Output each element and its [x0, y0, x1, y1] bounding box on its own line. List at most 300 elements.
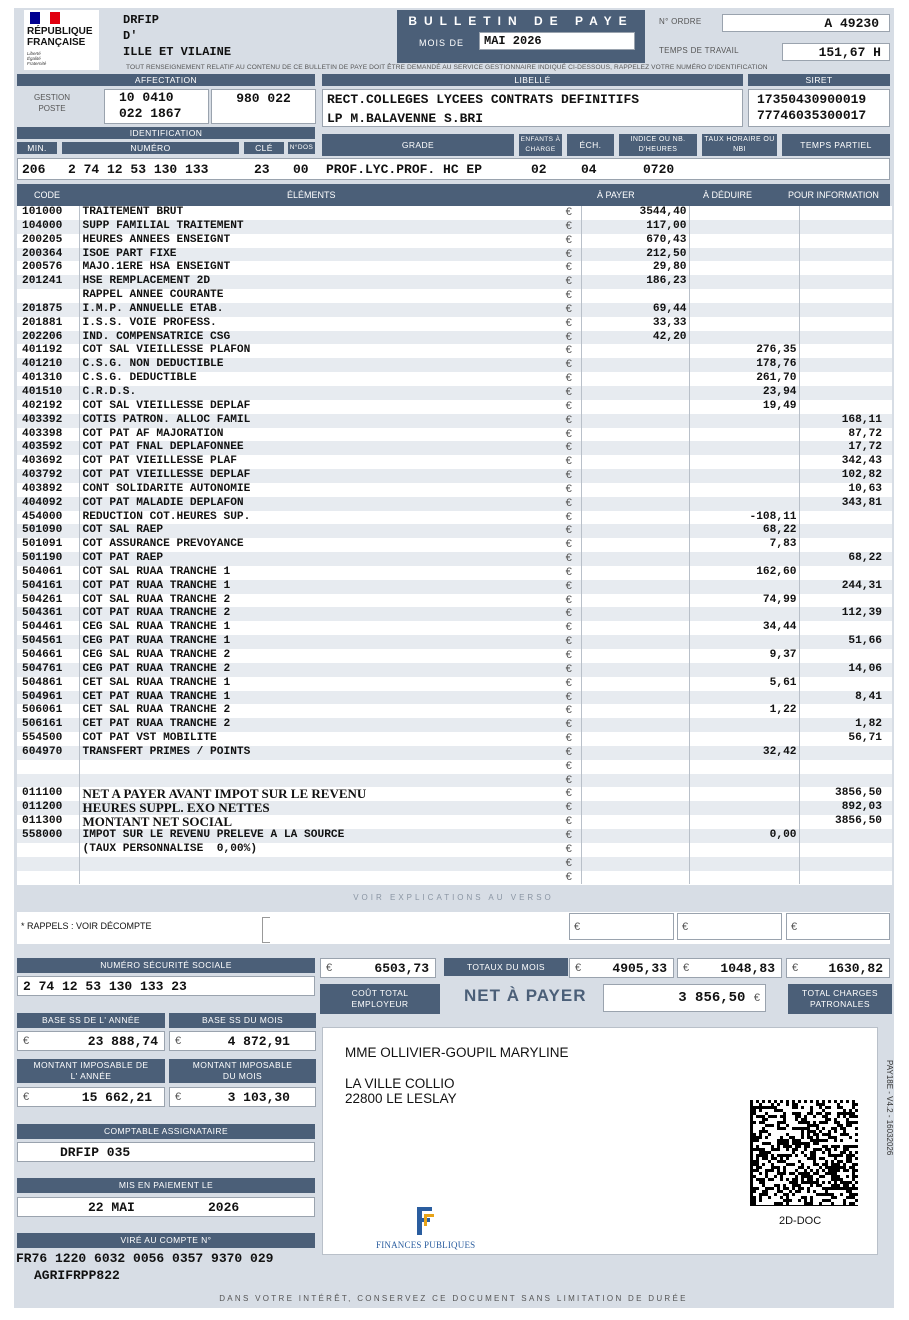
line-label: [79, 857, 557, 871]
line-info: 112,39: [841, 607, 882, 620]
euro-sign: €: [175, 1091, 182, 1103]
line-label: HEURES SUPPL. EXO NETTES: [82, 800, 270, 816]
table-row: [17, 718, 892, 732]
net-a-payer-amount: 3 856,50: [678, 990, 746, 1006]
line-code: 401310: [17, 372, 79, 386]
table-row: [17, 580, 892, 594]
line-a-payer: [581, 732, 689, 746]
address-line2: 22800 LE LESLAY: [345, 1091, 457, 1106]
line-label: HEURES ANNEES ENSEIGNT: [82, 233, 231, 246]
euro-sign: €: [557, 677, 581, 691]
line-a-deduire: [689, 455, 799, 469]
euro-sign: €: [557, 857, 581, 871]
euro-sign: €: [557, 774, 581, 788]
line-a-payer: 670,43: [581, 234, 689, 248]
line-a-payer: [581, 704, 689, 718]
line-a-payer: [581, 469, 689, 483]
euro-sign: €: [557, 871, 581, 885]
line-label: (TAUX PERSONNALISE 0,00%): [82, 842, 258, 855]
line-a-deduire: 0,00: [689, 829, 799, 843]
line-code: 558000: [17, 829, 79, 843]
line-info: 17,72: [848, 441, 882, 454]
org-name: [123, 12, 231, 60]
line-a-deduire: [689, 801, 799, 815]
siret-value: [748, 89, 890, 127]
table-row: [17, 428, 892, 442]
base-ss-mois-label: BASE SS DU MOIS: [169, 1013, 316, 1028]
table-row: [17, 663, 892, 677]
line-a-deduire: 261,70: [689, 372, 799, 386]
line-a-payer: [581, 746, 689, 760]
table-row: [17, 801, 892, 815]
cout-total-label: COÛT TOTAL EMPLOYEUR: [320, 984, 440, 1014]
rappels-note: * RAPPELS : VOIR DÉCOMPTE: [21, 921, 152, 931]
line-a-deduire: 7,83: [689, 538, 799, 552]
line-label: CEG SAL RUAA TRANCHE 2: [82, 649, 231, 661]
euro-sign: €: [557, 552, 581, 566]
euro-sign: €: [557, 317, 581, 331]
line-label: REDUCTION COT.HEURES SUP.: [82, 510, 251, 523]
lines-area: [17, 206, 892, 885]
line-label: CET SAL RUAA TRANCHE 2: [82, 704, 231, 717]
cle-value: 23: [254, 162, 270, 177]
line-a-payer: 42,20: [581, 331, 689, 345]
line-a-payer: [581, 787, 689, 801]
line-a-payer: [581, 344, 689, 358]
line-code: 201241: [17, 275, 79, 289]
line-label: COT SAL VIEILLESSE PLAFON: [82, 344, 251, 357]
line-code: 403392: [17, 414, 79, 428]
line-a-deduire: [689, 718, 799, 732]
line-info: [799, 275, 892, 289]
euro-sign: €: [557, 718, 581, 732]
euro-sign: €: [557, 206, 581, 220]
ech-label: ÉCH.: [567, 134, 614, 156]
line-code: [17, 774, 79, 788]
line-a-deduire: 5,61: [689, 677, 799, 691]
org-line1: DRFIP: [123, 13, 160, 27]
line-a-payer: [581, 552, 689, 566]
line-info: [799, 843, 892, 857]
table-row: [17, 248, 892, 262]
line-a-payer: [581, 718, 689, 732]
indice-label: INDICE OU NB. D'HEURES: [619, 134, 697, 156]
euro-sign: €: [557, 815, 581, 829]
table-row: [17, 275, 892, 289]
euro-sign: €: [557, 566, 581, 580]
imposable-annee-amount: 15 662,21: [81, 1090, 152, 1105]
euro-sign: €: [683, 962, 690, 974]
line-info: 342,43: [841, 455, 882, 468]
line-label: ISOE PART FIXE: [82, 247, 177, 260]
finances-publiques-logo-icon: [410, 1204, 440, 1238]
line-info: 10,63: [848, 482, 882, 495]
nss-label: NUMÉRO SÉCURITÉ SOCIALE: [17, 958, 315, 973]
total-payer: [569, 958, 674, 978]
temps-partiel-label: TEMPS PARTIEL: [782, 134, 890, 156]
line-code: [17, 289, 79, 303]
line-a-deduire: [689, 552, 799, 566]
euro-sign: €: [557, 746, 581, 760]
cout-total-amount: 6503,73: [374, 961, 429, 976]
line-a-payer: 29,80: [581, 261, 689, 275]
table-row: [17, 303, 892, 317]
line-label: COT PAT VST MOBILITE: [82, 732, 217, 745]
cout-total-value: [320, 958, 436, 978]
table-row: [17, 732, 892, 746]
euro-sign: €: [791, 921, 798, 933]
line-a-deduire: [689, 607, 799, 621]
line-info: [799, 317, 892, 331]
col-a-payer: À PAYER: [597, 190, 635, 200]
line-a-deduire: [689, 317, 799, 331]
line-label: [79, 871, 557, 885]
base-ss-mois-value: [169, 1031, 316, 1051]
line-a-deduire: 276,35: [689, 344, 799, 358]
line-label: COTIS PATRON. ALLOC FAMIL: [82, 413, 251, 426]
line-a-payer: [581, 871, 689, 885]
table-row: [17, 635, 892, 649]
line-a-payer: [581, 372, 689, 386]
line-code: 504261: [17, 594, 79, 608]
table-row: [17, 400, 892, 414]
line-a-payer: [581, 843, 689, 857]
line-label: [79, 774, 557, 788]
line-a-payer: [581, 483, 689, 497]
euro-sign: €: [557, 663, 581, 677]
line-code: 506161: [17, 718, 79, 732]
affectation-code: 980 022: [211, 89, 316, 124]
line-a-deduire: [689, 303, 799, 317]
affectation-label: AFFECTATION: [17, 74, 315, 86]
libelle-value: [322, 89, 743, 127]
republique-line1: RÉPUBLIQUE: [27, 26, 93, 37]
euro-sign: €: [557, 261, 581, 275]
line-info: [799, 248, 892, 262]
table-row: [17, 857, 892, 871]
table-row: [17, 289, 892, 303]
net-a-payer-label: NET À PAYER: [464, 986, 587, 1005]
line-a-payer: 33,33: [581, 317, 689, 331]
line-code: 200205: [17, 234, 79, 248]
euro-sign: €: [574, 921, 581, 933]
line-info: [799, 289, 892, 303]
line-code: 501091: [17, 538, 79, 552]
line-label: COT SAL RUAA TRANCHE 1: [82, 565, 231, 578]
table-row: [17, 206, 892, 220]
euro-sign: €: [557, 248, 581, 262]
line-code: 201875: [17, 303, 79, 317]
line-info: 51,66: [848, 635, 882, 648]
line-a-deduire: [689, 414, 799, 428]
poste-value: 022 1867: [119, 106, 182, 121]
line-code: 403692: [17, 455, 79, 469]
line-a-deduire: [689, 691, 799, 705]
line-a-deduire: [689, 871, 799, 885]
line-label: TRAITEMENT BRUT: [82, 206, 184, 218]
line-a-payer: [581, 621, 689, 635]
table-row: [17, 829, 892, 843]
euro-sign: €: [557, 829, 581, 843]
line-a-payer: [581, 801, 689, 815]
line-a-deduire: 19,49: [689, 400, 799, 414]
line-a-deduire: [689, 857, 799, 871]
grade-value: PROF.LYC.PROF. HC EP: [326, 162, 483, 177]
euro-sign: €: [557, 400, 581, 414]
doc2d-label: 2D-DOC: [779, 1215, 822, 1227]
bulletin-title: BULLETIN DE PAYE: [408, 14, 634, 28]
line-code: [17, 871, 79, 885]
line-a-deduire: 178,76: [689, 358, 799, 372]
euro-sign: €: [557, 843, 581, 857]
line-a-deduire: [689, 483, 799, 497]
line-info: [799, 871, 892, 885]
line-a-deduire: 1,22: [689, 704, 799, 718]
line-info: [799, 331, 892, 345]
bulletin-title-box: [397, 10, 645, 63]
line-label: COT PAT VIEILLESSE DEPLAF: [82, 469, 251, 482]
line-a-deduire: [689, 441, 799, 455]
line-info: 87,72: [848, 427, 882, 440]
identification-label: IDENTIFICATION: [17, 127, 315, 139]
mois-de-value: MAI 2026: [479, 32, 635, 50]
imposable-mois-value: [169, 1087, 316, 1107]
line-label: [79, 760, 557, 774]
line-label: COT PAT RUAA TRANCHE 2: [82, 607, 231, 620]
euro-sign: €: [557, 289, 581, 303]
line-label: I.M.P. ANNUELLE ETAB.: [82, 302, 224, 315]
line-a-deduire: [689, 206, 799, 220]
gestion-value: 10 0410: [119, 90, 174, 105]
euro-sign: €: [557, 331, 581, 345]
euro-sign: €: [557, 414, 581, 428]
line-a-payer: [581, 386, 689, 400]
line-label: COT SAL RAEP: [82, 524, 164, 537]
imposable-mois-amount: 3 103,30: [227, 1090, 290, 1105]
line-label: CET SAL RUAA TRANCHE 1: [82, 676, 231, 689]
columns-header: [17, 184, 890, 206]
euro-sign: €: [792, 962, 799, 974]
line-a-payer: [581, 594, 689, 608]
euro-sign: €: [557, 607, 581, 621]
gestion-poste-values: [104, 89, 209, 124]
cle-label: CLÉ: [244, 142, 284, 154]
line-label: COT PAT RUAA TRANCHE 1: [82, 579, 231, 592]
euro-sign: €: [557, 524, 581, 538]
line-code: [17, 857, 79, 871]
euro-sign: €: [557, 441, 581, 455]
line-info: [799, 746, 892, 760]
line-info: 3856,50: [835, 787, 882, 800]
line-info: 8,41: [855, 690, 882, 703]
line-info: [799, 649, 892, 663]
total-deduire: [677, 958, 782, 978]
table-row: [17, 372, 892, 386]
line-code: 401510: [17, 386, 79, 400]
min-value: 206: [22, 162, 46, 177]
line-code: [17, 760, 79, 774]
line-code: 201881: [17, 317, 79, 331]
lines-table: [17, 206, 892, 884]
line-a-payer: [581, 289, 689, 303]
table-row: [17, 746, 892, 760]
table-row: [17, 234, 892, 248]
line-label: RAPPEL ANNEE COURANTE: [82, 289, 224, 302]
line-code: 454000: [17, 511, 79, 525]
line-a-payer: 69,44: [581, 303, 689, 317]
paiement-value: [17, 1197, 315, 1217]
table-row: [17, 497, 892, 511]
line-a-deduire: [689, 331, 799, 345]
net-a-payer-value: [603, 984, 766, 1012]
line-a-payer: [581, 663, 689, 677]
line-a-payer: 212,50: [581, 248, 689, 262]
line-a-payer: [581, 760, 689, 774]
line-code: 011200: [17, 801, 79, 815]
rappels-info: [786, 913, 890, 940]
line-code: 501190: [17, 552, 79, 566]
line-code: 504761: [17, 663, 79, 677]
indice-value: 0720: [643, 162, 675, 177]
line-a-deduire: [689, 732, 799, 746]
temps-travail-label: TEMPS DE TRAVAIL: [659, 46, 739, 55]
line-a-deduire: [689, 843, 799, 857]
line-a-payer: [581, 400, 689, 414]
iban: FR76 1220 6032 0056 0357 9370 029: [16, 1251, 274, 1266]
table-row: [17, 344, 892, 358]
table-row: [17, 358, 892, 372]
line-label: I.S.S. VOIE PROFESS.: [82, 316, 217, 329]
table-row: [17, 566, 892, 580]
line-info: [799, 386, 892, 400]
temps-travail-value: 151,67 H: [782, 43, 890, 61]
total-payer-amount: 4905,33: [612, 961, 667, 976]
table-row: [17, 538, 892, 552]
line-a-deduire: 74,99: [689, 594, 799, 608]
line-a-deduire: [689, 815, 799, 829]
libelle-label: LIBELLÉ: [322, 74, 743, 86]
line-info: 892,03: [841, 801, 882, 814]
imposable-mois-label: MONTANT IMPOSABLE DU MOIS: [169, 1059, 316, 1083]
min-label: MIN.: [17, 142, 57, 154]
euro-sign: €: [575, 962, 582, 974]
line-label: C.R.D.S.: [82, 385, 137, 398]
euro-sign: €: [557, 787, 581, 801]
notice: TOUT RENSEIGNEMENT RELATIF AU CONTENU DE CE BULLETIN DE PAYE DOIT ÊTRE DEMANDÉ AU SERVICE GESTIONNAIRE INDIQUÉ CI-DESSOUS, RAPPELEZ VOTRE NUMÉRO D'IDENTIFICATION: [126, 64, 768, 71]
line-info: 14,06: [848, 662, 882, 675]
line-label: CEG SAL RUAA TRANCHE 1: [82, 621, 231, 634]
line-a-deduire: 68,22: [689, 524, 799, 538]
org-line2: D': [123, 29, 138, 43]
euro-sign: €: [557, 428, 581, 442]
siret-label: SIRET: [748, 74, 890, 86]
line-a-deduire: 32,42: [689, 746, 799, 760]
base-ss-annee-amount: 23 888,74: [87, 1034, 158, 1049]
line-a-deduire: [689, 275, 799, 289]
line-a-deduire: 162,60: [689, 566, 799, 580]
line-info: [799, 704, 892, 718]
mois-de-label: MOIS DE: [419, 38, 465, 48]
table-row: [17, 691, 892, 705]
euro-sign: €: [557, 580, 581, 594]
table-row: [17, 441, 892, 455]
line-code: 401210: [17, 358, 79, 372]
line-a-payer: [581, 774, 689, 788]
euro-sign: €: [557, 511, 581, 525]
paiement-year: 2026: [208, 1200, 240, 1215]
euro-sign: €: [557, 760, 581, 774]
enfants-value: 02: [531, 162, 547, 177]
gestion-poste-labels: [22, 92, 82, 114]
line-a-deduire: [689, 220, 799, 234]
line-a-deduire: [689, 663, 799, 677]
imposable-annee-value: [17, 1087, 165, 1107]
voir-verso: VOIR EXPLICATIONS AU VERSO: [353, 893, 554, 902]
col-a-deduire: À DÉDUIRE: [703, 190, 753, 200]
table-row: [17, 483, 892, 497]
line-a-payer: [581, 455, 689, 469]
line-a-deduire: [689, 774, 799, 788]
euro-sign: €: [557, 372, 581, 386]
line-a-deduire: [689, 760, 799, 774]
euro-sign: €: [557, 538, 581, 552]
euro-sign: €: [557, 704, 581, 718]
finances-publiques-label: FINANCES PUBLIQUES: [376, 1240, 476, 1250]
table-row: [17, 511, 892, 525]
line-code: 554500: [17, 732, 79, 746]
line-a-payer: [581, 538, 689, 552]
line-label: C.S.G. DEDUCTIBLE: [82, 372, 197, 385]
line-info: 56,71: [848, 732, 882, 745]
line-a-deduire: [689, 234, 799, 248]
poste-label: POSTE: [38, 104, 66, 113]
line-code: 200364: [17, 248, 79, 262]
euro-sign: €: [23, 1091, 30, 1103]
comptable-value: DRFIP 035: [17, 1142, 315, 1162]
table-row: [17, 760, 892, 774]
table-row: [17, 871, 892, 885]
line-a-payer: [581, 566, 689, 580]
line-info: [799, 760, 892, 774]
line-info: 343,81: [841, 496, 882, 509]
marianne-logo: [24, 10, 99, 70]
line-code: 504861: [17, 677, 79, 691]
line-info: [799, 234, 892, 248]
line-info: [799, 358, 892, 372]
table-row: [17, 594, 892, 608]
euro-sign: €: [557, 497, 581, 511]
ech-value: 04: [581, 162, 597, 177]
euro-sign: €: [557, 649, 581, 663]
line-info: [799, 220, 892, 234]
euro-sign: €: [557, 621, 581, 635]
line-a-deduire: [689, 261, 799, 275]
line-label: CET PAT RUAA TRANCHE 2: [82, 718, 231, 731]
col-elements: ÉLÉMENTS: [287, 190, 336, 200]
line-code: 504361: [17, 607, 79, 621]
ndos-value: 00: [293, 162, 309, 177]
imposable-annee-label: MONTANT IMPOSABLE DE L' ANNÉE: [17, 1059, 165, 1083]
line-a-payer: [581, 414, 689, 428]
line-code: [17, 843, 79, 857]
line-label: CONT SOLIDARITE AUTONOMIE: [82, 482, 251, 495]
col-pour-information: POUR INFORMATION: [788, 190, 879, 200]
table-row: [17, 331, 892, 345]
line-a-payer: [581, 649, 689, 663]
table-row: [17, 704, 892, 718]
line-info: [799, 344, 892, 358]
line-code: 404092: [17, 497, 79, 511]
